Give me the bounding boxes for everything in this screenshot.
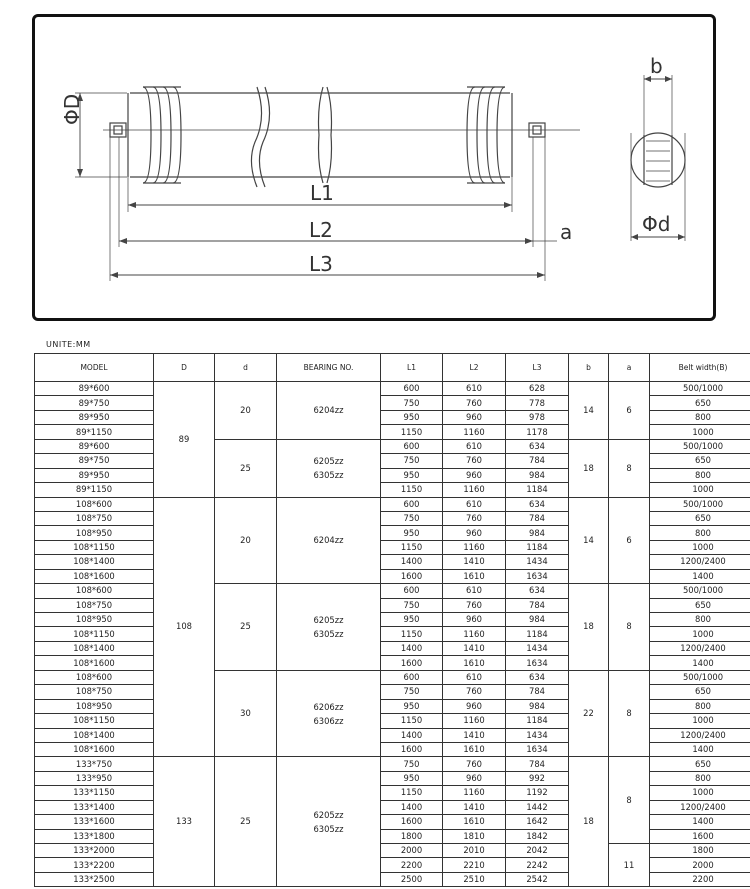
table-row — [35, 584, 750, 598]
belt-width-cell: 1400 — [650, 656, 750, 670]
model-cell: 108*950 — [35, 699, 154, 713]
L3-cell: 984 — [506, 526, 569, 540]
L3-cell: 1634 — [506, 569, 569, 583]
shaft-diameter-cell: 20 — [215, 497, 277, 584]
model-cell: 108*750 — [35, 598, 154, 612]
bearing-cell: 6205zz 6305zz — [277, 439, 381, 497]
L1-cell: 750 — [381, 511, 443, 525]
L3-cell: 1434 — [506, 641, 569, 655]
L2-cell: 960 — [443, 410, 506, 424]
belt-width-cell: 1400 — [650, 569, 750, 583]
model-cell: 89*1150 — [35, 483, 154, 497]
model-cell: 89*750 — [35, 454, 154, 468]
L3-cell: 2242 — [506, 858, 569, 872]
bearing-cell: 6205zz 6305zz — [277, 584, 381, 671]
L1-cell: 950 — [381, 771, 443, 785]
model-cell: 108*1150 — [35, 540, 154, 554]
model-cell: 108*750 — [35, 511, 154, 525]
specification-table — [34, 353, 750, 887]
L1-cell: 1600 — [381, 742, 443, 756]
L2-cell: 760 — [443, 454, 506, 468]
L1-cell: 950 — [381, 410, 443, 424]
L1-cell: 600 — [381, 670, 443, 684]
L1-cell: 1150 — [381, 714, 443, 728]
model-cell: 89*950 — [35, 468, 154, 482]
table-header-row — [35, 354, 750, 382]
belt-width-cell: 1400 — [650, 815, 750, 829]
belt-width-cell: 1000 — [650, 786, 750, 800]
L2-cell: 960 — [443, 613, 506, 627]
belt-width-cell: 500/1000 — [650, 439, 750, 453]
belt-width-cell: 2000 — [650, 858, 750, 872]
belt-width-cell: 650 — [650, 396, 750, 410]
L2-cell: 2010 — [443, 844, 506, 858]
model-cell: 133*2200 — [35, 858, 154, 872]
units-label: UNITE:MM — [46, 340, 91, 349]
L3-cell: 1434 — [506, 555, 569, 569]
L2-cell: 1160 — [443, 483, 506, 497]
L3-cell: 1178 — [506, 425, 569, 439]
outer-diameter-cell: 133 — [154, 757, 215, 887]
L3-cell: 634 — [506, 497, 569, 511]
belt-width-cell: 650 — [650, 454, 750, 468]
L2-cell: 960 — [443, 771, 506, 785]
L1-cell: 750 — [381, 454, 443, 468]
label-phi-d: Φd — [642, 212, 671, 236]
shaft-diameter-cell: 20 — [215, 382, 277, 440]
L3-cell: 1634 — [506, 742, 569, 756]
L3-cell: 984 — [506, 699, 569, 713]
model-cell: 89*600 — [35, 439, 154, 453]
L2-cell: 1410 — [443, 728, 506, 742]
a-cell: 8 — [609, 757, 650, 844]
L3-cell: 1442 — [506, 800, 569, 814]
L3-cell: 978 — [506, 410, 569, 424]
model-cell: 108*600 — [35, 584, 154, 598]
L1-cell: 750 — [381, 757, 443, 771]
table-row — [35, 670, 750, 684]
L2-cell: 960 — [443, 468, 506, 482]
bearing-cell: 6204zz — [277, 497, 381, 584]
belt-width-cell: 800 — [650, 468, 750, 482]
L2-cell: 760 — [443, 685, 506, 699]
L1-cell: 750 — [381, 598, 443, 612]
L3-cell: 1434 — [506, 728, 569, 742]
shaft-diameter-cell: 25 — [215, 584, 277, 671]
b-cell: 14 — [569, 382, 609, 440]
L2-cell: 2210 — [443, 858, 506, 872]
model-cell: 108*750 — [35, 685, 154, 699]
L3-cell: 634 — [506, 439, 569, 453]
table-row — [35, 439, 750, 453]
belt-width-cell: 1000 — [650, 425, 750, 439]
L2-cell: 1610 — [443, 815, 506, 829]
belt-width-cell: 650 — [650, 511, 750, 525]
outer-diameter-cell: 89 — [154, 382, 215, 498]
shaft-diameter-cell: 25 — [215, 757, 277, 887]
header-model: MODEL — [35, 354, 154, 382]
L1-cell: 950 — [381, 526, 443, 540]
model-cell: 108*1600 — [35, 742, 154, 756]
belt-width-cell: 1600 — [650, 829, 750, 843]
L2-cell: 1160 — [443, 425, 506, 439]
belt-width-cell: 800 — [650, 771, 750, 785]
model-cell: 108*600 — [35, 497, 154, 511]
belt-width-cell: 1000 — [650, 714, 750, 728]
b-cell: 18 — [569, 584, 609, 671]
bearing-cell: 6204zz — [277, 382, 381, 440]
a-cell: 8 — [609, 439, 650, 497]
model-cell: 133*750 — [35, 757, 154, 771]
L2-cell: 610 — [443, 584, 506, 598]
shaft-diameter-cell: 30 — [215, 670, 277, 757]
L3-cell: 784 — [506, 454, 569, 468]
belt-width-cell: 2200 — [650, 872, 750, 886]
L1-cell: 2200 — [381, 858, 443, 872]
L1-cell: 2000 — [381, 844, 443, 858]
b-cell: 22 — [569, 670, 609, 757]
L2-cell: 1410 — [443, 800, 506, 814]
L1-cell: 600 — [381, 497, 443, 511]
a-cell: 6 — [609, 497, 650, 584]
L1-cell: 1600 — [381, 569, 443, 583]
L3-cell: 1184 — [506, 714, 569, 728]
belt-width-cell: 1200/2400 — [650, 555, 750, 569]
L1-cell: 600 — [381, 439, 443, 453]
belt-width-cell: 800 — [650, 613, 750, 627]
L1-cell: 950 — [381, 613, 443, 627]
L3-cell: 1184 — [506, 483, 569, 497]
belt-width-cell: 1200/2400 — [650, 641, 750, 655]
header-belt-width: Belt width(B) — [650, 354, 750, 382]
L1-cell: 1400 — [381, 800, 443, 814]
belt-width-cell: 500/1000 — [650, 497, 750, 511]
L2-cell: 1410 — [443, 555, 506, 569]
model-cell: 108*1600 — [35, 656, 154, 670]
model-cell: 89*600 — [35, 382, 154, 396]
L1-cell: 1400 — [381, 555, 443, 569]
belt-width-cell: 800 — [650, 699, 750, 713]
L2-cell: 1810 — [443, 829, 506, 843]
belt-width-cell: 800 — [650, 410, 750, 424]
model-cell: 89*750 — [35, 396, 154, 410]
table-row — [35, 844, 750, 858]
model-cell: 108*1400 — [35, 641, 154, 655]
model-cell: 108*1400 — [35, 728, 154, 742]
model-cell: 108*600 — [35, 670, 154, 684]
outer-diameter-cell: 108 — [154, 497, 215, 757]
L1-cell: 750 — [381, 685, 443, 699]
label-L3: L3 — [309, 252, 333, 276]
a-cell: 6 — [609, 382, 650, 440]
L2-cell: 1410 — [443, 641, 506, 655]
L3-cell: 2542 — [506, 872, 569, 886]
header-b: b — [569, 354, 609, 382]
label-a: a — [560, 220, 573, 244]
model-cell: 108*1400 — [35, 555, 154, 569]
L3-cell: 1634 — [506, 656, 569, 670]
belt-width-cell: 1200/2400 — [650, 728, 750, 742]
model-cell: 108*1150 — [35, 714, 154, 728]
L3-cell: 634 — [506, 584, 569, 598]
L3-cell: 1184 — [506, 627, 569, 641]
a-cell: 8 — [609, 584, 650, 671]
L2-cell: 760 — [443, 757, 506, 771]
L3-cell: 2042 — [506, 844, 569, 858]
b-cell: 18 — [569, 757, 609, 887]
model-cell: 133*1800 — [35, 829, 154, 843]
belt-width-cell: 500/1000 — [650, 382, 750, 396]
label-b: b — [650, 54, 663, 78]
L1-cell: 1150 — [381, 627, 443, 641]
label-phi-D: ΦD — [60, 93, 84, 125]
a-cell: 8 — [609, 670, 650, 757]
L1-cell: 600 — [381, 584, 443, 598]
L1-cell: 1150 — [381, 425, 443, 439]
belt-width-cell: 1400 — [650, 742, 750, 756]
L1-cell: 950 — [381, 699, 443, 713]
L2-cell: 1160 — [443, 540, 506, 554]
L3-cell: 1192 — [506, 786, 569, 800]
L3-cell: 628 — [506, 382, 569, 396]
roller-dimension-drawing — [35, 17, 713, 318]
roller-drawing — [32, 14, 716, 321]
L1-cell: 1600 — [381, 815, 443, 829]
table-row — [35, 757, 750, 771]
b-cell: 14 — [569, 497, 609, 584]
belt-width-cell: 1000 — [650, 540, 750, 554]
model-cell: 108*950 — [35, 613, 154, 627]
belt-width-cell: 650 — [650, 685, 750, 699]
table-body — [35, 382, 750, 887]
a-cell: 11 — [609, 844, 650, 887]
header-L3: L3 — [506, 354, 569, 382]
L1-cell: 1150 — [381, 540, 443, 554]
bearing-cell: 6205zz 6305zz — [277, 757, 381, 887]
L2-cell: 1160 — [443, 786, 506, 800]
L1-cell: 950 — [381, 468, 443, 482]
L3-cell: 992 — [506, 771, 569, 785]
L3-cell: 1642 — [506, 815, 569, 829]
belt-width-cell: 1000 — [650, 627, 750, 641]
L3-cell: 1842 — [506, 829, 569, 843]
L2-cell: 2510 — [443, 872, 506, 886]
L1-cell: 600 — [381, 382, 443, 396]
header-D: D — [154, 354, 215, 382]
L2-cell: 760 — [443, 598, 506, 612]
table-row — [35, 382, 750, 396]
belt-width-cell: 650 — [650, 757, 750, 771]
model-cell: 108*1600 — [35, 569, 154, 583]
model-cell: 89*950 — [35, 410, 154, 424]
header-L1: L1 — [381, 354, 443, 382]
b-cell: 18 — [569, 439, 609, 497]
model-cell: 133*2500 — [35, 872, 154, 886]
header-bearing: BEARING NO. — [277, 354, 381, 382]
shaft-diameter-cell: 25 — [215, 439, 277, 497]
header-a: a — [609, 354, 650, 382]
L2-cell: 1610 — [443, 656, 506, 670]
L3-cell: 984 — [506, 468, 569, 482]
L1-cell: 1800 — [381, 829, 443, 843]
L2-cell: 1610 — [443, 569, 506, 583]
L1-cell: 1400 — [381, 641, 443, 655]
header-L2: L2 — [443, 354, 506, 382]
belt-width-cell: 500/1000 — [650, 670, 750, 684]
belt-width-cell: 1200/2400 — [650, 800, 750, 814]
L1-cell: 1400 — [381, 728, 443, 742]
L2-cell: 1610 — [443, 742, 506, 756]
L2-cell: 610 — [443, 439, 506, 453]
L1-cell: 2500 — [381, 872, 443, 886]
L1-cell: 750 — [381, 396, 443, 410]
L3-cell: 784 — [506, 598, 569, 612]
L3-cell: 984 — [506, 613, 569, 627]
L2-cell: 1160 — [443, 714, 506, 728]
L3-cell: 784 — [506, 757, 569, 771]
label-L1: L1 — [310, 181, 334, 205]
L3-cell: 634 — [506, 670, 569, 684]
belt-width-cell: 1000 — [650, 483, 750, 497]
bearing-cell: 6206zz 6306zz — [277, 670, 381, 757]
L3-cell: 778 — [506, 396, 569, 410]
L3-cell: 784 — [506, 511, 569, 525]
belt-width-cell: 500/1000 — [650, 584, 750, 598]
L1-cell: 1600 — [381, 656, 443, 670]
model-cell: 89*1150 — [35, 425, 154, 439]
L2-cell: 960 — [443, 699, 506, 713]
label-L2: L2 — [309, 218, 333, 242]
L2-cell: 960 — [443, 526, 506, 540]
model-cell: 133*950 — [35, 771, 154, 785]
L1-cell: 1150 — [381, 786, 443, 800]
L3-cell: 1184 — [506, 540, 569, 554]
L2-cell: 760 — [443, 396, 506, 410]
model-cell: 133*2000 — [35, 844, 154, 858]
header-d: d — [215, 354, 277, 382]
belt-width-cell: 800 — [650, 526, 750, 540]
L2-cell: 1160 — [443, 627, 506, 641]
belt-width-cell: 650 — [650, 598, 750, 612]
model-cell: 133*1600 — [35, 815, 154, 829]
model-cell: 108*950 — [35, 526, 154, 540]
L2-cell: 610 — [443, 382, 506, 396]
model-cell: 108*1150 — [35, 627, 154, 641]
L2-cell: 610 — [443, 497, 506, 511]
L2-cell: 610 — [443, 670, 506, 684]
table-row — [35, 497, 750, 511]
belt-width-cell: 1800 — [650, 844, 750, 858]
model-cell: 133*1150 — [35, 786, 154, 800]
L2-cell: 760 — [443, 511, 506, 525]
model-cell: 133*1400 — [35, 800, 154, 814]
L3-cell: 784 — [506, 685, 569, 699]
L1-cell: 1150 — [381, 483, 443, 497]
